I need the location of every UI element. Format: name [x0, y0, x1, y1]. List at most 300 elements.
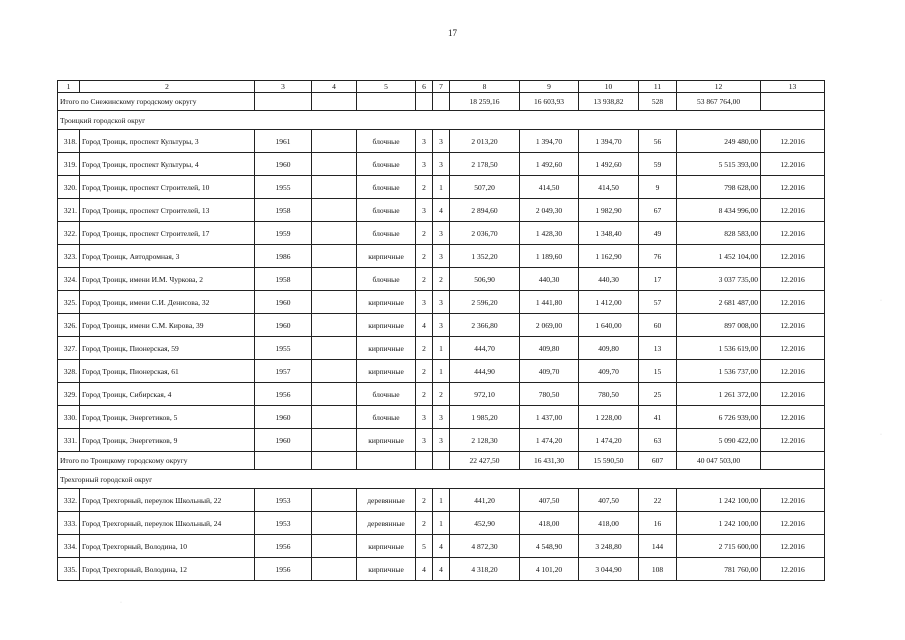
- total-value: 528: [639, 93, 677, 111]
- column-4-value: [312, 512, 357, 535]
- floors-count: 2: [416, 245, 433, 268]
- build-year: 1960: [255, 314, 312, 337]
- deadline: 12.2016: [761, 558, 825, 581]
- page-number: 17: [448, 28, 457, 38]
- wall-material: кирпичные: [357, 429, 416, 452]
- residential-area: 1 228,00: [579, 406, 639, 429]
- wall-material: блочные: [357, 153, 416, 176]
- build-year: 1956: [255, 558, 312, 581]
- total-label: Итого по Троицкому городскому округу: [58, 452, 255, 470]
- empty-cell: [761, 93, 825, 111]
- entrances-count: 1: [433, 337, 450, 360]
- column-number: 7: [433, 81, 450, 93]
- repair-cost: 798 628,00: [677, 176, 761, 199]
- building-row: [58, 429, 825, 452]
- building-address: Город Троицк, Энергетиков, 5: [80, 406, 255, 429]
- building-row: [58, 153, 825, 176]
- residents-count: 9: [639, 176, 677, 199]
- total-value: 13 938,82: [579, 93, 639, 111]
- row-number: 330.: [58, 406, 80, 429]
- wall-material: блочные: [357, 406, 416, 429]
- row-number: 324.: [58, 268, 80, 291]
- building-address: Город Троицк, Пионерская, 61: [80, 360, 255, 383]
- column-4-value: [312, 337, 357, 360]
- entrances-count: 3: [433, 153, 450, 176]
- floors-count: 3: [416, 130, 433, 153]
- floors-count: 3: [416, 153, 433, 176]
- total-area: 444,90: [450, 360, 520, 383]
- repair-cost: 2 715 600,00: [677, 535, 761, 558]
- building-row: [58, 199, 825, 222]
- entrances-count: 2: [433, 268, 450, 291]
- column-4-value: [312, 153, 357, 176]
- repair-cost: 1 452 104,00: [677, 245, 761, 268]
- residents-count: 16: [639, 512, 677, 535]
- column-4-value: [312, 199, 357, 222]
- total-area: 1 352,20: [450, 245, 520, 268]
- district-total-row: [58, 452, 825, 470]
- wall-material: кирпичные: [357, 337, 416, 360]
- build-year: 1953: [255, 512, 312, 535]
- deadline: 12.2016: [761, 383, 825, 406]
- residential-area: 1 162,90: [579, 245, 639, 268]
- total-area: 1 985,20: [450, 406, 520, 429]
- row-number: 321.: [58, 199, 80, 222]
- floors-count: 2: [416, 337, 433, 360]
- floors-count: 3: [416, 291, 433, 314]
- premises-area: 409,70: [520, 360, 579, 383]
- repair-cost: 6 726 939,00: [677, 406, 761, 429]
- premises-area: 1 394,70: [520, 130, 579, 153]
- wall-material: деревянные: [357, 489, 416, 512]
- wall-material: кирпичные: [357, 291, 416, 314]
- building-row: [58, 558, 825, 581]
- total-value: 22 427,50: [450, 452, 520, 470]
- building-row: [58, 268, 825, 291]
- empty-cell: [357, 93, 416, 111]
- empty-cell: [416, 93, 433, 111]
- deadline: 12.2016: [761, 153, 825, 176]
- total-area: 507,20: [450, 176, 520, 199]
- total-value: 18 259,16: [450, 93, 520, 111]
- row-number: 329.: [58, 383, 80, 406]
- column-number: 13: [761, 81, 825, 93]
- column-number: 12: [677, 81, 761, 93]
- column-number-row: [58, 81, 825, 93]
- repair-cost: 1 242 100,00: [677, 489, 761, 512]
- entrances-count: 3: [433, 429, 450, 452]
- wall-material: кирпичные: [357, 558, 416, 581]
- building-row: [58, 406, 825, 429]
- wall-material: деревянные: [357, 512, 416, 535]
- row-number: 323.: [58, 245, 80, 268]
- building-address: Город Троицк, Пионерская, 59: [80, 337, 255, 360]
- deadline: 12.2016: [761, 199, 825, 222]
- empty-cell: [357, 452, 416, 470]
- deadline: 12.2016: [761, 245, 825, 268]
- row-number: 327.: [58, 337, 80, 360]
- floors-count: 5: [416, 535, 433, 558]
- residential-area: 414,50: [579, 176, 639, 199]
- entrances-count: 4: [433, 558, 450, 581]
- building-row: [58, 360, 825, 383]
- build-year: 1958: [255, 199, 312, 222]
- column-4-value: [312, 535, 357, 558]
- building-address: Город Троицк, Автодромная, 3: [80, 245, 255, 268]
- floors-count: 4: [416, 558, 433, 581]
- entrances-count: 3: [433, 314, 450, 337]
- total-area: 2 596,20: [450, 291, 520, 314]
- build-year: 1986: [255, 245, 312, 268]
- building-address: Город Трехгорный, переулок Школьный, 24: [80, 512, 255, 535]
- building-row: [58, 130, 825, 153]
- deadline: 12.2016: [761, 222, 825, 245]
- residents-count: 49: [639, 222, 677, 245]
- premises-area: 1 441,80: [520, 291, 579, 314]
- residential-area: 1 982,90: [579, 199, 639, 222]
- build-year: 1960: [255, 429, 312, 452]
- column-number: 10: [579, 81, 639, 93]
- building-address: Город Троицк, Энергетиков, 9: [80, 429, 255, 452]
- scan-speck: ·: [880, 432, 882, 438]
- entrances-count: 3: [433, 130, 450, 153]
- entrances-count: 1: [433, 360, 450, 383]
- deadline: 12.2016: [761, 360, 825, 383]
- total-area: 2 036,70: [450, 222, 520, 245]
- residential-area: 3 044,90: [579, 558, 639, 581]
- repair-cost: 8 434 996,00: [677, 199, 761, 222]
- residents-count: 41: [639, 406, 677, 429]
- premises-area: 1 189,60: [520, 245, 579, 268]
- column-number: 1: [58, 81, 80, 93]
- deadline: 12.2016: [761, 291, 825, 314]
- build-year: 1960: [255, 153, 312, 176]
- floors-count: 4: [416, 314, 433, 337]
- total-area: 441,20: [450, 489, 520, 512]
- build-year: 1953: [255, 489, 312, 512]
- entrances-count: 2: [433, 383, 450, 406]
- premises-area: 2 049,30: [520, 199, 579, 222]
- empty-cell: [255, 452, 312, 470]
- residential-area: 1 394,70: [579, 130, 639, 153]
- building-address: Город Трехгорный, Володина, 10: [80, 535, 255, 558]
- building-row: [58, 222, 825, 245]
- column-number: 5: [357, 81, 416, 93]
- build-year: 1955: [255, 176, 312, 199]
- column-4-value: [312, 268, 357, 291]
- repair-cost: 249 480,00: [677, 130, 761, 153]
- building-address: Город Троицк, проспект Строителей, 10: [80, 176, 255, 199]
- total-cost: 53 867 764,00: [677, 93, 761, 111]
- total-value: 15 590,50: [579, 452, 639, 470]
- column-number: 2: [80, 81, 255, 93]
- residents-count: 60: [639, 314, 677, 337]
- residents-count: 59: [639, 153, 677, 176]
- residents-count: 108: [639, 558, 677, 581]
- entrances-count: 1: [433, 512, 450, 535]
- column-4-value: [312, 245, 357, 268]
- empty-cell: [312, 452, 357, 470]
- premises-area: 1 474,20: [520, 429, 579, 452]
- residential-area: 1 412,00: [579, 291, 639, 314]
- deadline: 12.2016: [761, 176, 825, 199]
- repair-cost: 1 536 619,00: [677, 337, 761, 360]
- wall-material: кирпичные: [357, 360, 416, 383]
- premises-area: 1 428,30: [520, 222, 579, 245]
- wall-material: блочные: [357, 176, 416, 199]
- residents-count: 22: [639, 489, 677, 512]
- premises-area: 4 548,90: [520, 535, 579, 558]
- total-cost: 40 047 503,00: [677, 452, 761, 470]
- building-address: Город Троицк, имени С.И. Денисова, 32: [80, 291, 255, 314]
- repair-cost: 3 037 735,00: [677, 268, 761, 291]
- total-value: 607: [639, 452, 677, 470]
- column-number: 8: [450, 81, 520, 93]
- entrances-count: 1: [433, 489, 450, 512]
- row-number: 326.: [58, 314, 80, 337]
- premises-area: 4 101,20: [520, 558, 579, 581]
- total-area: 506,90: [450, 268, 520, 291]
- build-year: 1956: [255, 535, 312, 558]
- entrances-count: 4: [433, 535, 450, 558]
- building-row: [58, 383, 825, 406]
- wall-material: блочные: [357, 222, 416, 245]
- total-value: 16 431,30: [520, 452, 579, 470]
- entrances-count: 3: [433, 406, 450, 429]
- column-number: 9: [520, 81, 579, 93]
- region-heading-row: [58, 111, 825, 130]
- row-number: 331.: [58, 429, 80, 452]
- deadline: 12.2016: [761, 535, 825, 558]
- residential-area: 418,00: [579, 512, 639, 535]
- housing-register-table: [57, 80, 825, 581]
- building-address: Город Трехгорный, переулок Школьный, 22: [80, 489, 255, 512]
- premises-area: 409,80: [520, 337, 579, 360]
- total-area: 444,70: [450, 337, 520, 360]
- floors-count: 3: [416, 406, 433, 429]
- residents-count: 76: [639, 245, 677, 268]
- row-number: 333.: [58, 512, 80, 535]
- total-area: 2 894,60: [450, 199, 520, 222]
- wall-material: блочные: [357, 199, 416, 222]
- wall-material: кирпичные: [357, 535, 416, 558]
- empty-cell: [255, 93, 312, 111]
- wall-material: кирпичные: [357, 314, 416, 337]
- floors-count: 2: [416, 222, 433, 245]
- entrances-count: 3: [433, 291, 450, 314]
- total-area: 2 128,30: [450, 429, 520, 452]
- column-4-value: [312, 222, 357, 245]
- region-heading: Трехгорный городской округ: [58, 470, 825, 489]
- row-number: 332.: [58, 489, 80, 512]
- column-4-value: [312, 383, 357, 406]
- deadline: 12.2016: [761, 337, 825, 360]
- row-number: 335.: [58, 558, 80, 581]
- building-row: [58, 535, 825, 558]
- building-row: [58, 314, 825, 337]
- row-number: 325.: [58, 291, 80, 314]
- row-number: 328.: [58, 360, 80, 383]
- residents-count: 57: [639, 291, 677, 314]
- residential-area: 407,50: [579, 489, 639, 512]
- empty-cell: [416, 452, 433, 470]
- scan-speck: ·: [880, 298, 882, 304]
- wall-material: блочные: [357, 383, 416, 406]
- scan-speck: ·: [120, 600, 122, 606]
- build-year: 1959: [255, 222, 312, 245]
- residential-area: 1 348,40: [579, 222, 639, 245]
- district-total-row: [58, 93, 825, 111]
- column-4-value: [312, 429, 357, 452]
- residents-count: 67: [639, 199, 677, 222]
- premises-area: 1 492,60: [520, 153, 579, 176]
- wall-material: кирпичные: [357, 245, 416, 268]
- entrances-count: 3: [433, 222, 450, 245]
- building-address: Город Троицк, проспект Строителей, 17: [80, 222, 255, 245]
- row-number: 318.: [58, 130, 80, 153]
- row-number: 334.: [58, 535, 80, 558]
- column-4-value: [312, 291, 357, 314]
- deadline: 12.2016: [761, 268, 825, 291]
- building-address: Город Троицк, проспект Культуры, 3: [80, 130, 255, 153]
- residential-area: 440,30: [579, 268, 639, 291]
- repair-cost: 828 583,00: [677, 222, 761, 245]
- floors-count: 2: [416, 360, 433, 383]
- repair-cost: 1 261 372,00: [677, 383, 761, 406]
- building-address: Город Троицк, проспект Строителей, 13: [80, 199, 255, 222]
- premises-area: 2 069,00: [520, 314, 579, 337]
- premises-area: 418,00: [520, 512, 579, 535]
- building-address: Город Трехгорный, Володина, 12: [80, 558, 255, 581]
- residential-area: 1 492,60: [579, 153, 639, 176]
- premises-area: 780,50: [520, 383, 579, 406]
- premises-area: 414,50: [520, 176, 579, 199]
- total-area: 452,90: [450, 512, 520, 535]
- entrances-count: 1: [433, 176, 450, 199]
- building-row: [58, 489, 825, 512]
- wall-material: блочные: [357, 130, 416, 153]
- repair-cost: 2 681 487,00: [677, 291, 761, 314]
- repair-cost: 1 242 100,00: [677, 512, 761, 535]
- row-number: 322.: [58, 222, 80, 245]
- residents-count: 13: [639, 337, 677, 360]
- column-4-value: [312, 176, 357, 199]
- total-area: 2 013,20: [450, 130, 520, 153]
- repair-cost: 5 090 422,00: [677, 429, 761, 452]
- building-row: [58, 337, 825, 360]
- build-year: 1957: [255, 360, 312, 383]
- premises-area: 1 437,00: [520, 406, 579, 429]
- column-number: 6: [416, 81, 433, 93]
- floors-count: 2: [416, 512, 433, 535]
- floors-count: 2: [416, 383, 433, 406]
- total-area: 2 366,80: [450, 314, 520, 337]
- residents-count: 63: [639, 429, 677, 452]
- column-number: 11: [639, 81, 677, 93]
- residents-count: 56: [639, 130, 677, 153]
- repair-cost: 781 760,00: [677, 558, 761, 581]
- deadline: 12.2016: [761, 406, 825, 429]
- residential-area: 1 640,00: [579, 314, 639, 337]
- column-4-value: [312, 314, 357, 337]
- total-area: 972,10: [450, 383, 520, 406]
- empty-cell: [312, 93, 357, 111]
- column-4-value: [312, 489, 357, 512]
- building-address: Город Троицк, имени И.М. Чуркова, 2: [80, 268, 255, 291]
- residents-count: 25: [639, 383, 677, 406]
- floors-count: 2: [416, 268, 433, 291]
- build-year: 1960: [255, 406, 312, 429]
- building-address: Город Троицк, Сибирская, 4: [80, 383, 255, 406]
- column-number: 3: [255, 81, 312, 93]
- residents-count: 144: [639, 535, 677, 558]
- residential-area: 409,70: [579, 360, 639, 383]
- region-heading: Троицкий городской округ: [58, 111, 825, 130]
- residential-area: 780,50: [579, 383, 639, 406]
- column-4-value: [312, 406, 357, 429]
- repair-cost: 897 008,00: [677, 314, 761, 337]
- build-year: 1955: [255, 337, 312, 360]
- deadline: 12.2016: [761, 314, 825, 337]
- entrances-count: 3: [433, 245, 450, 268]
- building-address: Город Троицк, проспект Культуры, 4: [80, 153, 255, 176]
- deadline: 12.2016: [761, 512, 825, 535]
- floors-count: 2: [416, 176, 433, 199]
- column-4-value: [312, 558, 357, 581]
- floors-count: 3: [416, 429, 433, 452]
- empty-cell: [433, 93, 450, 111]
- wall-material: блочные: [357, 268, 416, 291]
- build-year: 1960: [255, 291, 312, 314]
- residents-count: 15: [639, 360, 677, 383]
- total-label: Итого по Снежинскому городскому округу: [58, 93, 255, 111]
- empty-cell: [761, 452, 825, 470]
- total-area: 4 872,30: [450, 535, 520, 558]
- residential-area: 1 474,20: [579, 429, 639, 452]
- deadline: 12.2016: [761, 130, 825, 153]
- row-number: 320.: [58, 176, 80, 199]
- column-number: 4: [312, 81, 357, 93]
- build-year: 1961: [255, 130, 312, 153]
- building-row: [58, 291, 825, 314]
- region-heading-row: [58, 470, 825, 489]
- build-year: 1956: [255, 383, 312, 406]
- total-area: 4 318,20: [450, 558, 520, 581]
- floors-count: 3: [416, 199, 433, 222]
- premises-area: 440,30: [520, 268, 579, 291]
- column-4-value: [312, 130, 357, 153]
- total-value: 16 603,93: [520, 93, 579, 111]
- build-year: 1958: [255, 268, 312, 291]
- building-address: Город Троицк, имени С.М. Кирова, 39: [80, 314, 255, 337]
- residential-area: 409,80: [579, 337, 639, 360]
- residents-count: 17: [639, 268, 677, 291]
- entrances-count: 4: [433, 199, 450, 222]
- repair-cost: 5 515 393,00: [677, 153, 761, 176]
- building-row: [58, 245, 825, 268]
- building-row: [58, 512, 825, 535]
- deadline: 12.2016: [761, 489, 825, 512]
- column-4-value: [312, 360, 357, 383]
- deadline: 12.2016: [761, 429, 825, 452]
- floors-count: 2: [416, 489, 433, 512]
- premises-area: 407,50: [520, 489, 579, 512]
- building-row: [58, 176, 825, 199]
- empty-cell: [433, 452, 450, 470]
- residential-area: 3 248,80: [579, 535, 639, 558]
- row-number: 319.: [58, 153, 80, 176]
- repair-cost: 1 536 737,00: [677, 360, 761, 383]
